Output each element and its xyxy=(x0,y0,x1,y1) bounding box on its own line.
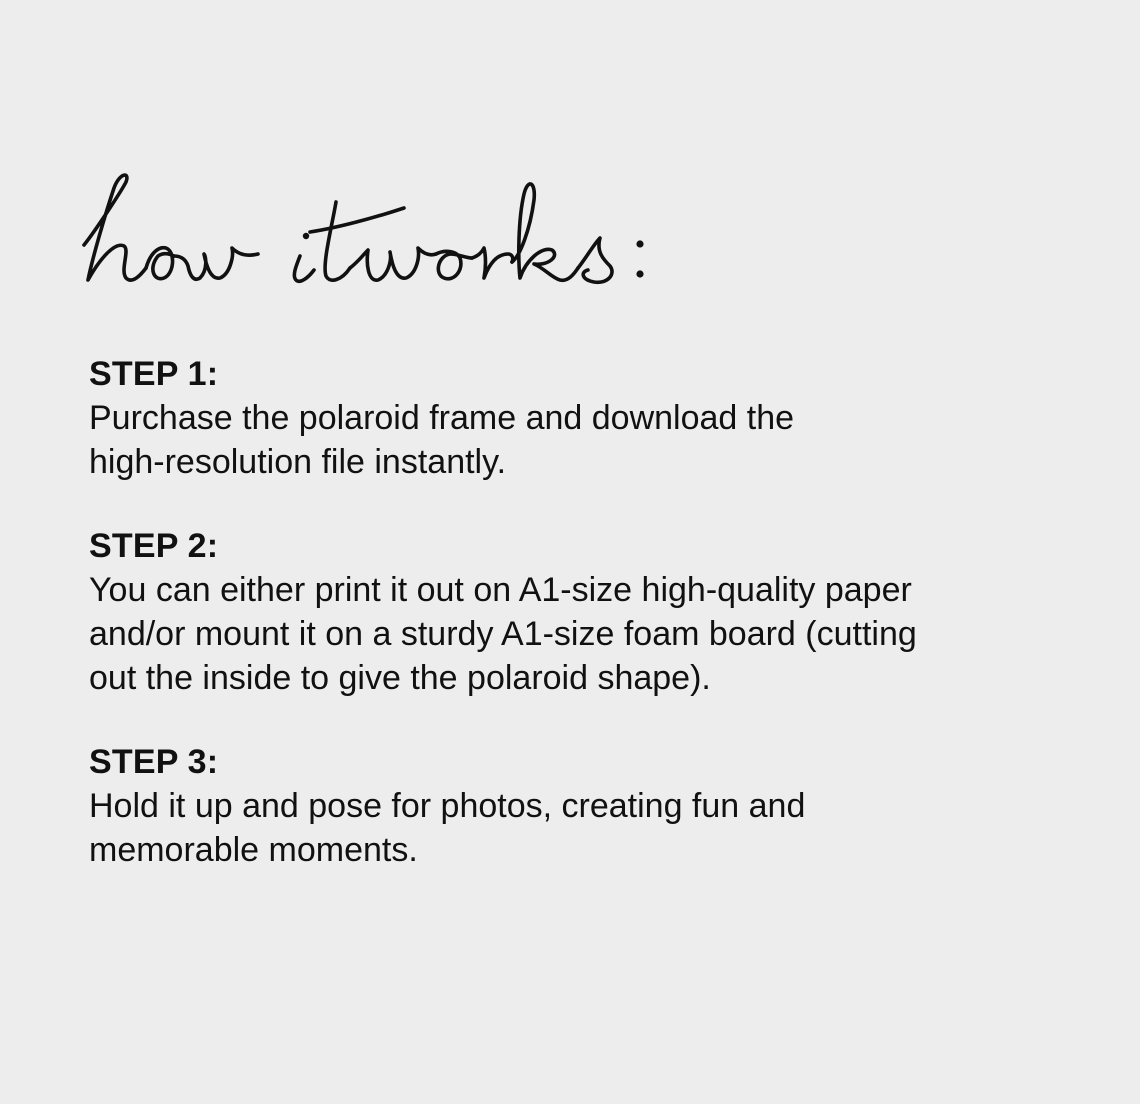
step-2-line-1: You can either print it out on A1-size high-quality paper xyxy=(89,571,912,609)
step-1 xyxy=(89,352,1049,484)
step-3-line-1: Hold it up and pose for photos, creating fun and xyxy=(89,787,806,825)
steps-list xyxy=(89,352,1049,912)
step-3 xyxy=(89,740,1049,872)
step-1-line-2: high-resolution file instantly. xyxy=(89,443,507,481)
page-heading xyxy=(74,160,774,310)
step-2 xyxy=(89,524,1049,700)
step-3-line-2: memorable moments. xyxy=(89,831,418,869)
step-2-line-2: and/or mount it on a sturdy A1-size foam board (cutting xyxy=(89,615,917,653)
step-3-title: STEP 3: xyxy=(89,743,219,781)
handwritten-heading-graphic xyxy=(74,160,774,310)
step-1-line-1: Purchase the polaroid frame and download the xyxy=(89,399,795,437)
step-2-title: STEP 2: xyxy=(89,527,219,565)
step-2-line-3: out the inside to give the polaroid shape). xyxy=(89,659,711,697)
step-1-title: STEP 1: xyxy=(89,355,219,393)
